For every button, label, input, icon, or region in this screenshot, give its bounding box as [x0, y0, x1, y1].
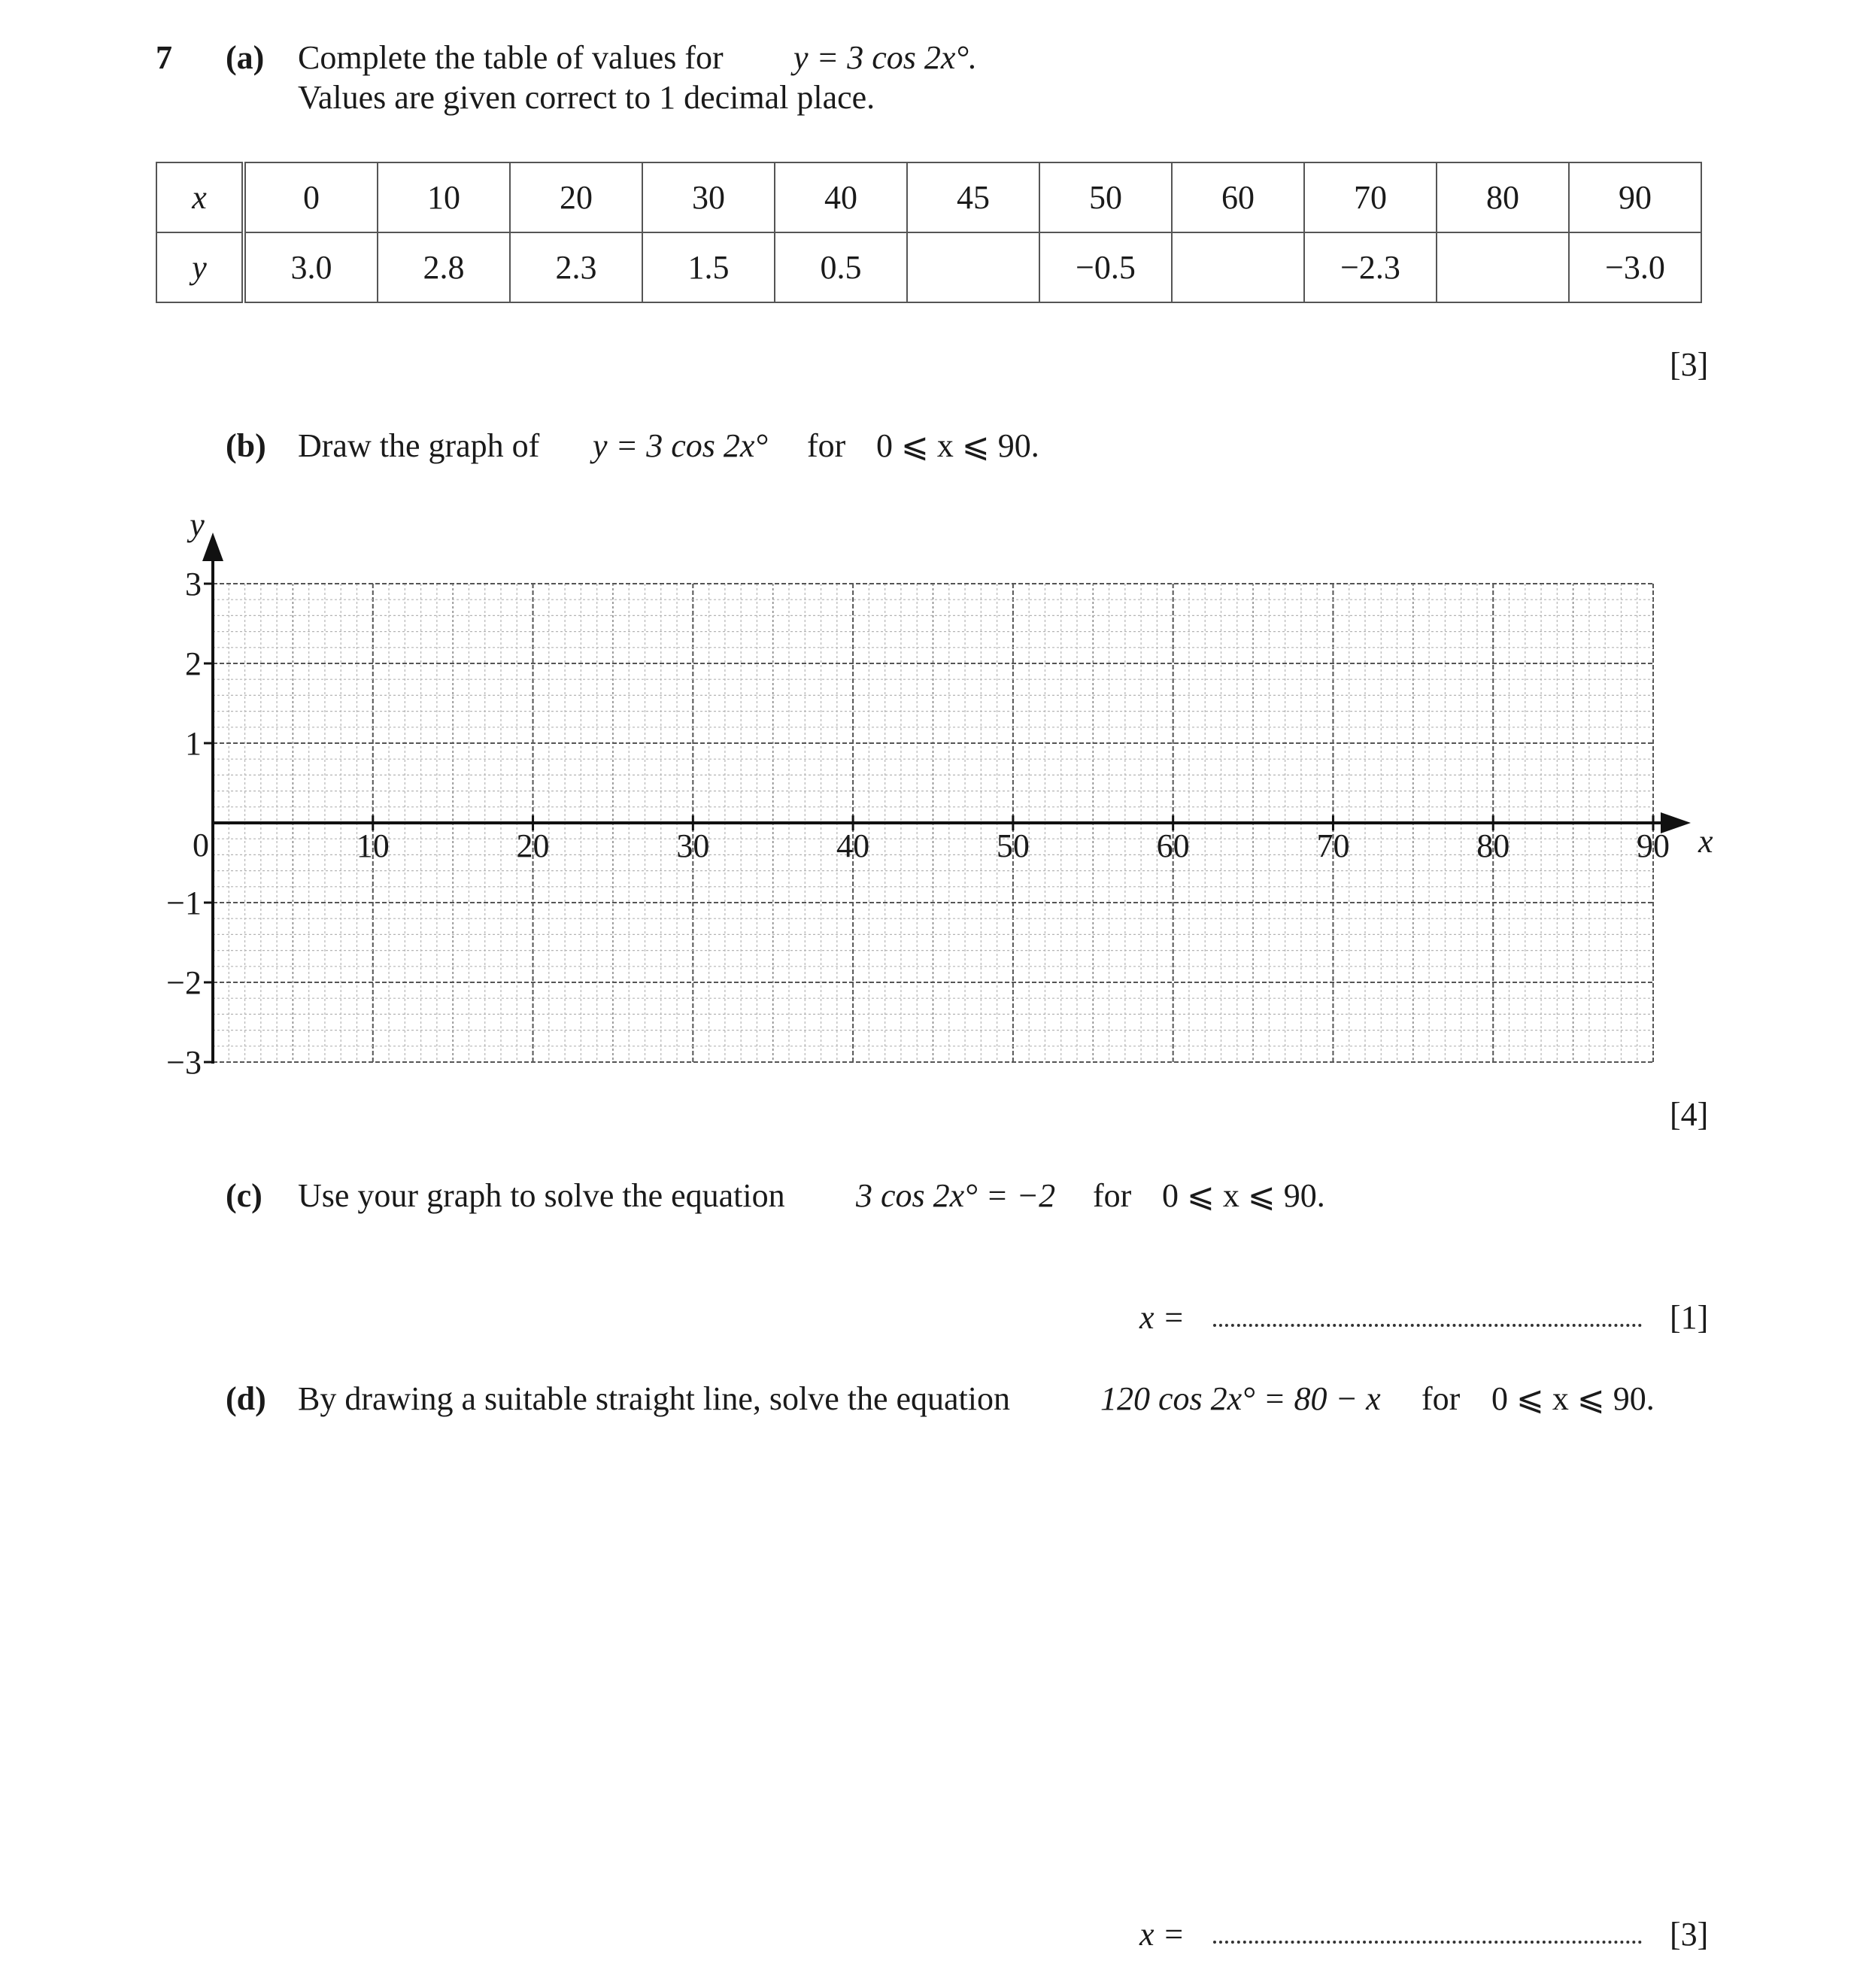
x-axis-title: x: [1698, 823, 1713, 860]
part-c-answer-label: x =: [1139, 1299, 1185, 1336]
table-header-y: y: [156, 232, 244, 302]
table-cell-x: 60: [1172, 162, 1304, 232]
table-cell-x: 0: [244, 162, 378, 232]
x-tick-label: 40: [836, 827, 870, 864]
x-tick-label: 10: [356, 827, 390, 864]
x-tick-label: 70: [1316, 827, 1350, 864]
table-cell-x: 70: [1304, 162, 1437, 232]
x-tick-label: 80: [1476, 827, 1510, 864]
table-cell-y[interactable]: 2.8: [378, 232, 510, 302]
x-tick-label: 50: [996, 827, 1030, 864]
x-tick-label: 60: [1156, 827, 1190, 864]
part-a-equation: y = 3 cos 2x°.: [793, 39, 977, 76]
y-tick-label: −3: [166, 1044, 202, 1081]
table-cell-y[interactable]: −3.0: [1569, 232, 1701, 302]
part-b-marks: [4]: [1670, 1096, 1709, 1133]
table-cell-y[interactable]: −0.5: [1039, 232, 1172, 302]
part-b-text: Draw the graph of: [298, 427, 540, 464]
y-tick-label: −2: [166, 964, 202, 1001]
table-cell-x: 40: [775, 162, 907, 232]
part-b-for: for: [807, 427, 846, 464]
x-tick-label: 20: [516, 827, 550, 864]
table-cell-x: 10: [378, 162, 510, 232]
table-cell-x: 20: [510, 162, 642, 232]
part-d-answer-label: x =: [1139, 1916, 1185, 1953]
part-c-answer-line[interactable]: [1213, 1324, 1642, 1327]
y-axis-arrow: [202, 533, 223, 561]
y-tick-label: 2: [185, 645, 202, 682]
part-b-label: (b): [226, 427, 266, 464]
y-tick-label: 0: [193, 827, 209, 863]
table-cell-y[interactable]: 2.3: [510, 232, 642, 302]
part-d-label: (d): [226, 1380, 266, 1417]
table-cell-x: 50: [1039, 162, 1172, 232]
y-tick-label: −1: [166, 885, 202, 921]
part-a-label: (a): [226, 39, 265, 76]
part-c-range: 0 ⩽ x ⩽ 90.: [1162, 1177, 1325, 1214]
table-cell-y[interactable]: 3.0: [244, 232, 378, 302]
part-c-for: for: [1093, 1177, 1132, 1214]
part-c-label: (c): [226, 1177, 262, 1214]
question-number: 7: [156, 39, 172, 76]
part-d-marks: [3]: [1670, 1916, 1709, 1953]
y-tick-label: 3: [185, 566, 202, 602]
table-cell-x: 80: [1437, 162, 1569, 232]
x-tick-label: 30: [676, 827, 710, 864]
table-cell-y[interactable]: −2.3: [1304, 232, 1437, 302]
y-tick-label: 1: [185, 725, 202, 762]
part-d-for: for: [1421, 1380, 1461, 1417]
part-b-equation: y = 3 cos 2x°: [593, 427, 768, 464]
part-d-answer-line[interactable]: [1213, 1941, 1642, 1944]
table-header-x: x: [156, 162, 244, 232]
part-d-range: 0 ⩽ x ⩽ 90.: [1491, 1380, 1655, 1417]
table-cell-x: 90: [1569, 162, 1701, 232]
part-d-text: By drawing a suitable straight line, solve the equation: [298, 1380, 1011, 1417]
part-b-range: 0 ⩽ x ⩽ 90.: [876, 427, 1039, 464]
part-a-text: Complete the table of values for: [298, 39, 724, 76]
part-c-text: Use your graph to solve the equation: [298, 1177, 785, 1214]
part-a-instruction: Values are given correct to 1 decimal place.: [298, 79, 875, 116]
table-cell-x: 30: [642, 162, 775, 232]
table-cell-x: 45: [907, 162, 1039, 232]
x-tick-label: 90: [1637, 827, 1670, 864]
y-axis-title: y: [190, 506, 205, 543]
part-a-marks: [3]: [1670, 346, 1709, 383]
part-c-equation: 3 cos 2x° = −2: [856, 1177, 1056, 1214]
part-c-marks: [1]: [1670, 1299, 1709, 1336]
table-cell-y[interactable]: 1.5: [642, 232, 775, 302]
table-cell-y[interactable]: 0.5: [775, 232, 907, 302]
part-d-equation: 120 cos 2x° = 80 − x: [1100, 1380, 1381, 1417]
